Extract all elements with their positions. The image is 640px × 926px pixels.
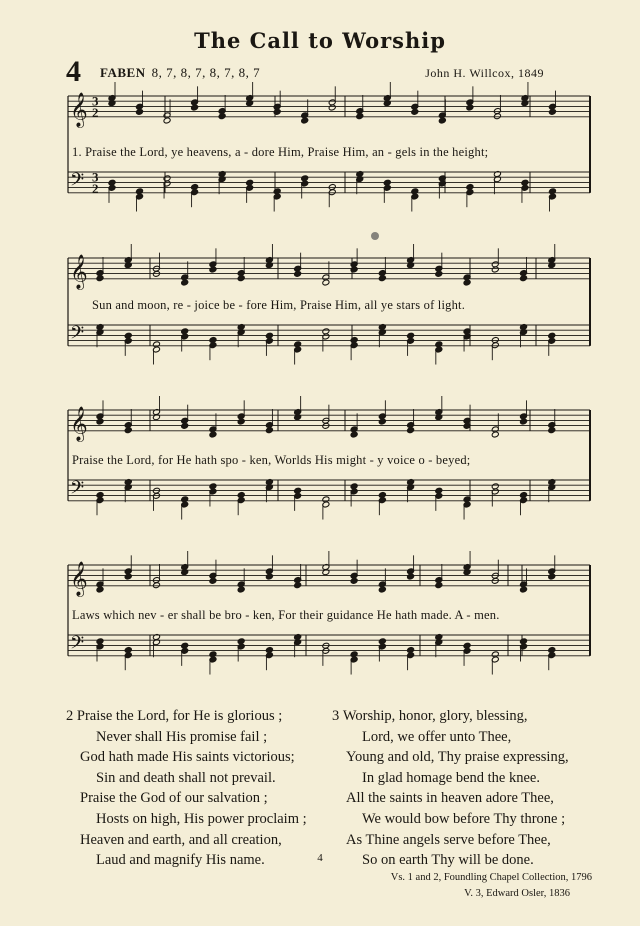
note-head (191, 104, 199, 111)
note-head (491, 431, 499, 438)
note-head (237, 418, 245, 425)
note-head (163, 117, 171, 124)
treble-clef: 𝄞 (70, 406, 88, 442)
note-head (96, 275, 104, 282)
note-head (237, 275, 245, 282)
note-head (328, 104, 336, 111)
note-head (96, 586, 104, 593)
note-head (549, 108, 557, 115)
note-head (466, 104, 474, 111)
note-head (209, 266, 217, 273)
verse-line: So on earth Thy will be done. (362, 852, 534, 869)
credit-verse-3: V. 3, Edward Osler, 1836 (464, 888, 570, 899)
verse-line: Heaven and earth, and all creation, (80, 831, 282, 848)
treble-clef: 𝄞 (70, 561, 88, 597)
verse-line: As Thine angels serve before Thee, (346, 831, 551, 848)
tune-name: FABEN (100, 65, 146, 80)
note-head (378, 586, 386, 593)
note-head (124, 573, 132, 580)
verse-line: Sin and death shall not prevail. (96, 769, 276, 786)
note-head (493, 113, 501, 120)
lyric-line-4: Laws which nev - er shall be bro - ken, For their guidance He hath made. A - men. (72, 608, 500, 622)
verse-line: All the saints in heaven adore Thee, (346, 790, 554, 807)
time-signature-numerator: 3 (92, 93, 99, 109)
note-head (411, 108, 419, 115)
note-head (520, 586, 528, 593)
lyric-line-2: Sun and moon, re - joice be - fore Him, Praise Him, all ye stars of light. (92, 298, 466, 312)
note-head (350, 266, 358, 273)
note-head (350, 431, 358, 438)
treble-clef: 𝄞 (70, 254, 88, 290)
treble-clef: 𝄞 (70, 92, 88, 128)
verse-line: Praise the God of our salvation ; (80, 790, 268, 807)
verse-line: In glad homage bend the knee. (362, 769, 540, 786)
note-head (407, 573, 415, 580)
bass-clef: 𝄢 (70, 633, 85, 659)
note-head (294, 582, 302, 589)
ink-smudge (371, 232, 379, 240)
note-head (407, 427, 415, 434)
verse-number: 3 (332, 708, 340, 724)
verse-2 (66, 706, 307, 871)
note-head (294, 270, 302, 277)
note-head (520, 418, 528, 425)
note-head (265, 573, 273, 580)
note-head (218, 113, 226, 120)
time-signature-denominator: 2 (92, 180, 99, 196)
note-head (350, 577, 358, 584)
note-head (463, 279, 471, 286)
verse-line: Never shall His promise fail ; (96, 728, 268, 745)
note-head (322, 279, 330, 286)
composer: John H. Willcox, 1849 (425, 66, 544, 80)
page-number: 4 (317, 852, 323, 864)
time-signature-numerator: 3 (92, 169, 99, 185)
note-head (265, 427, 273, 434)
note-head (181, 422, 189, 429)
verse-line: Lord, we offer unto Thee, (362, 728, 512, 745)
note-head (520, 275, 528, 282)
verse-line: 2 Praise the Lord, for He is glorious ; (66, 708, 283, 724)
verse-line: Laud and magnify His name. (96, 852, 265, 869)
bass-clef: 𝄢 (70, 323, 85, 349)
hymn-title: The Call to Worship (194, 28, 446, 53)
note-head (435, 270, 443, 277)
lyric-line-1: 1. Praise the Lord, ye heavens, a - dore Him, Praise Him, an - gels in the height; (72, 145, 489, 159)
verse-line: 3 Worship, honor, glory, blessing, (332, 708, 528, 724)
note-head (273, 108, 281, 115)
verse-number: 2 (66, 708, 74, 724)
note-head (124, 427, 132, 434)
credit-verses-1-2: Vs. 1 and 2, Foundling Chapel Collection, 1796 (390, 872, 592, 883)
meter: 8, 7, 8, 7, 8, 7, 8, 7 (151, 65, 261, 80)
verse-line: Young and old, Thy praise expressing, (346, 749, 569, 766)
note-head (153, 582, 161, 589)
note-head (136, 108, 144, 115)
note-head (438, 117, 446, 124)
note-head (548, 427, 556, 434)
time-signature-denominator: 2 (92, 104, 99, 120)
note-head (356, 113, 364, 120)
note-head (237, 586, 245, 593)
note-head (209, 431, 217, 438)
note-head (378, 418, 386, 425)
verse-line: We would bow before Thy throne ; (362, 810, 566, 827)
note-head (491, 266, 499, 273)
bass-clef: 𝄢 (70, 478, 85, 504)
lyric-line-3: Praise the Lord, for He hath spo - ken, Worlds His might - y voice o - beyed; (72, 453, 471, 467)
note-head (435, 582, 443, 589)
note-head (378, 275, 386, 282)
note-head (96, 418, 104, 425)
note-head (548, 573, 556, 580)
note-head (181, 279, 189, 286)
bass-clef: 𝄢 (70, 170, 85, 196)
note-head (301, 117, 309, 124)
verse-3 (332, 706, 569, 871)
verse-line: God hath made His saints victorious; (80, 749, 295, 766)
verse-line: Hosts on high, His power proclaim ; (96, 810, 307, 827)
hymn-number: 4 (66, 55, 81, 88)
note-head (209, 577, 217, 584)
